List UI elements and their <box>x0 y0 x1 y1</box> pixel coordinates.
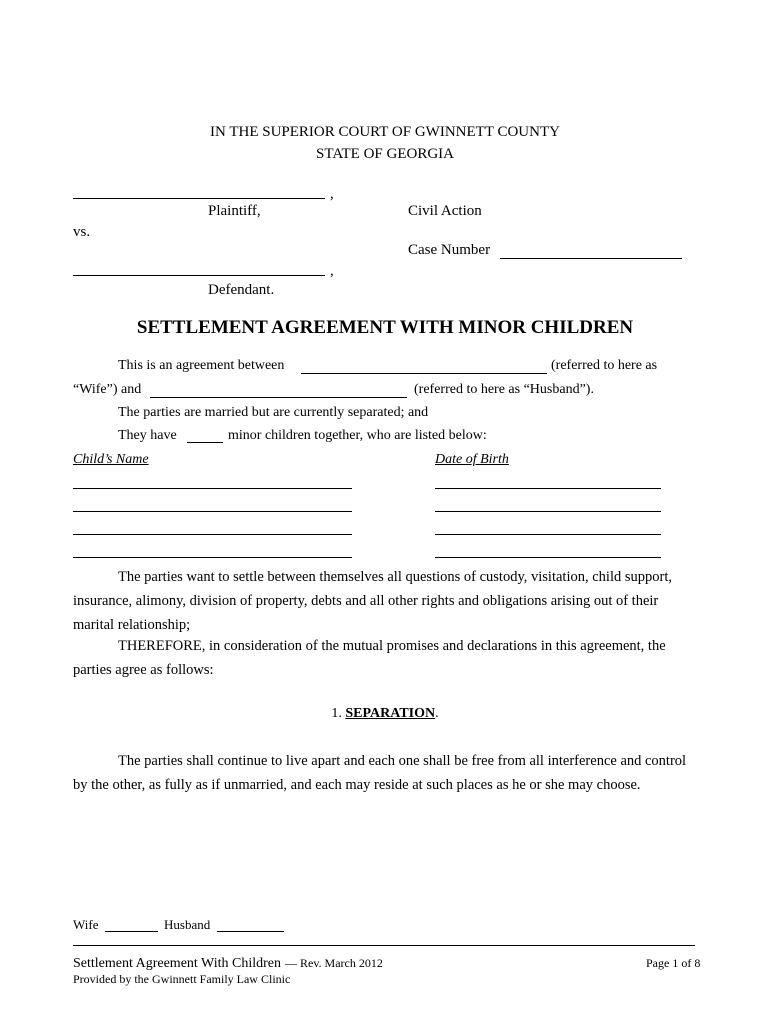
section-number: 1. <box>331 706 342 721</box>
defendant-name-blank[interactable] <box>73 275 325 276</box>
intent-paragraph: The parties want to settle between themselves all questions of custody, visitation, child support, insurance, alimony, division of property, debts and all other rights and obligations arising out of their marital relationship; <box>73 569 672 633</box>
intro-line2-start: “Wife”) and <box>73 382 142 397</box>
section-1-heading <box>0 706 770 722</box>
case-number-label: Case Number <box>408 242 491 258</box>
child-name-blank[interactable] <box>73 511 352 512</box>
date-of-birth-header: Date of Birth <box>435 452 509 467</box>
section-title: SEPARATION <box>345 706 436 721</box>
wife-initials-label: Wife <box>73 917 99 932</box>
footer-form-title <box>73 954 383 972</box>
child-name-blank[interactable] <box>73 488 352 489</box>
state-heading: STATE OF GEORGIA <box>316 146 454 162</box>
child-dob-blank[interactable] <box>435 511 661 512</box>
plaintiff-label: Plaintiff, <box>208 203 261 219</box>
husband-initials-label: Husband <box>164 917 211 932</box>
child-name-blank[interactable] <box>73 557 352 558</box>
child-dob-blank[interactable] <box>435 534 661 535</box>
page-number: Page 1 of 8 <box>646 956 701 970</box>
separation-paragraph: The parties shall continue to live apart and each one shall be free from all interference and control by the other, as fully as if unmarried, and each may reside at such places as he or she may choose. <box>73 753 687 793</box>
civil-action-label: Civil Action <box>408 203 482 219</box>
children-count-suffix: minor children together, who are listed below: <box>228 428 487 443</box>
footer-rule <box>73 945 695 946</box>
wife-initials-blank[interactable] <box>105 931 158 932</box>
plaintiff-name-blank[interactable] <box>73 198 325 199</box>
footer-provider: Provided by the Gwinnett Family Law Clinic <box>73 972 291 986</box>
court-heading: IN THE SUPERIOR COURT OF GWINNETT COUNTY <box>210 124 560 140</box>
husband-name-blank[interactable] <box>150 397 407 398</box>
intro-line2-end: (referred to here as “Husband”). <box>414 382 594 397</box>
childs-name-header: Child’s Name <box>73 452 149 467</box>
husband-initials-blank[interactable] <box>217 931 284 932</box>
form-title: Settlement Agreement With Children <box>73 956 281 971</box>
section-period: . <box>435 706 439 721</box>
wife-name-blank[interactable] <box>301 373 547 374</box>
children-count-prefix: They have <box>118 428 177 443</box>
child-name-blank[interactable] <box>73 534 352 535</box>
plaintiff-comma: , <box>330 186 334 202</box>
defendant-comma: , <box>330 263 334 279</box>
vs-label: vs. <box>73 224 91 240</box>
children-count-blank[interactable] <box>187 442 223 443</box>
revision-note: — Rev. March 2012 <box>284 956 383 970</box>
intro-line1-start: This is an agreement between <box>118 358 285 373</box>
case-number-blank[interactable] <box>500 258 682 259</box>
intro-line1-end: (referred to here as <box>551 358 658 373</box>
married-line: The parties are married but are currently separated; and <box>118 405 429 420</box>
therefore-paragraph: THEREFORE, in consideration of the mutual promises and declarations in this agreement, the parties agree as follows: <box>73 638 666 678</box>
child-dob-blank[interactable] <box>435 488 661 489</box>
child-dob-blank[interactable] <box>435 557 661 558</box>
defendant-label: Defendant. <box>208 282 275 298</box>
document-title: SETTLEMENT AGREEMENT WITH MINOR CHILDREN <box>136 317 634 338</box>
